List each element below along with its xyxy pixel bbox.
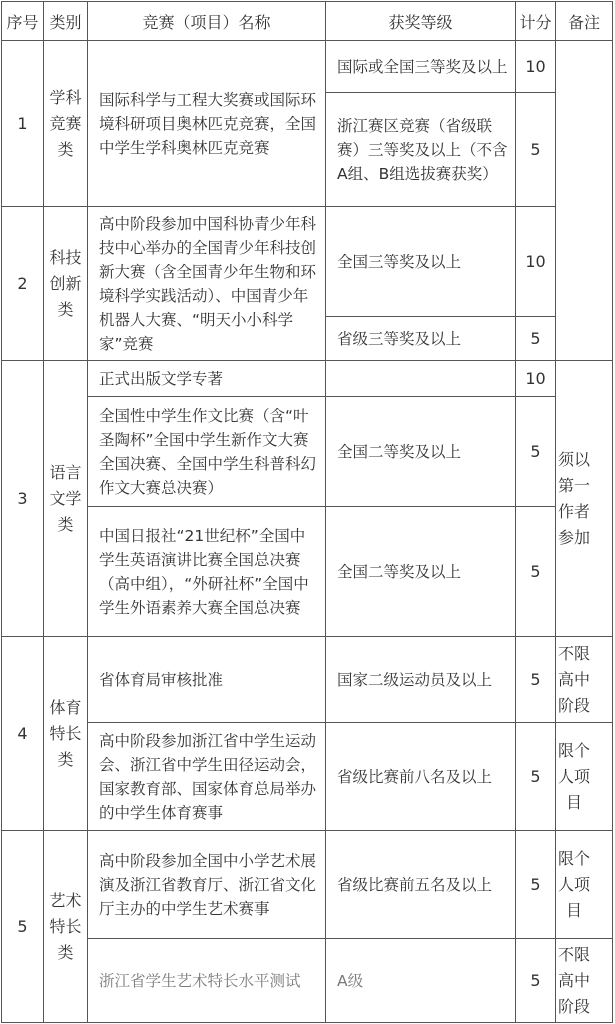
group-category: 学科竞赛类 [44,41,88,207]
score-cell: 5 [516,317,556,361]
score-cell: 5 [516,507,556,637]
award-cell: 国际或全国三等奖及以上 [326,41,516,93]
group-index: 4 [2,637,44,831]
note-cell: 限个人项目 [556,723,613,831]
score-cell: 5 [516,637,556,723]
header-competition: 竞赛（项目）名称 [88,2,326,41]
score-cell: 5 [516,831,556,939]
score-cell: 10 [516,41,556,93]
group-index: 2 [2,207,44,361]
competition-cell: 国际科学与工程大奖赛或国际环境科研项目奥林匹克竞赛，全国中学生学科奥林匹克竞赛 [88,41,326,207]
header-award: 获奖等级 [326,2,516,41]
competition-cell: 高中阶段参加浙江省中学生运动会、浙江省中学生田径运动会，国家教育部、国家体育总局举办的中学生体育赛事 [88,723,326,831]
score-cell: 10 [516,207,556,317]
award-cell: 全国三等奖及以上 [326,207,516,317]
table-row [2,723,613,831]
table-row [2,207,613,317]
header-index: 序号 [2,2,44,41]
table-row [2,939,613,1023]
group-category: 体育特长类 [44,637,88,831]
award-cell: 省级比赛前八名及以上 [326,723,516,831]
award-cell: 国家二级运动员及以上 [326,637,516,723]
note-cell: 须以第一作者参加 [556,361,613,637]
award-cell: 全国二等奖及以上 [326,397,516,507]
group-category: 科技创新类 [44,207,88,361]
note-cell: 不限高中阶段 [556,637,613,723]
table-row [2,361,613,397]
competition-cell: 中国日报社“21世纪杯”全国中学生英语演讲比赛全国总决赛（高中组），“外研社杯”全国中学生外语素养大赛全国总决赛 [88,507,326,637]
table-row [2,397,613,507]
scoring-table [1,1,613,1023]
competition-cell: 省体育局审核批准 [88,637,326,723]
group-index: 3 [2,361,44,637]
award-cell: A级 [326,939,516,1023]
table-row [2,507,613,637]
group-index: 5 [2,831,44,1023]
award-cell [326,361,516,397]
award-cell: 全国二等奖及以上 [326,507,516,637]
header-row [2,2,613,41]
competition-cell: 正式出版文学专著 [88,361,326,397]
note-cell: 不限高中阶段 [556,939,613,1023]
header-note: 备注 [556,2,613,41]
award-cell: 浙江赛区竞赛（省级联赛）三等奖及以上（不含A组、B组选拔赛获奖） [326,93,516,207]
competition-cell: 全国性中学生作文比赛（含“叶圣陶杯”全国中学生新作文大赛全国决赛、全国中学生科普科幻作文大赛总决赛） [88,397,326,507]
note-cell-empty [556,41,613,361]
group-index: 1 [2,41,44,207]
header-score: 计分 [516,2,556,41]
note-cell: 限个人项目 [556,831,613,939]
score-cell: 5 [516,723,556,831]
table-row [2,637,613,723]
competition-cell: 浙江省学生艺术特长水平测试 [88,939,326,1023]
table-row [2,831,613,939]
group-category: 语言文学类 [44,361,88,637]
competition-cell: 高中阶段参加中国科协青少年科技中心举办的全国青少年科技创新大赛（含全国青少年生物和环境科学实践活动）、中国青少年机器人大赛、“明天小小科学家”竞赛 [88,207,326,361]
score-cell: 5 [516,397,556,507]
score-cell: 10 [516,361,556,397]
header-category: 类别 [44,2,88,41]
score-cell: 5 [516,939,556,1023]
score-cell: 5 [516,93,556,207]
group-category: 艺术特长类 [44,831,88,1023]
award-cell: 省级比赛前五名及以上 [326,831,516,939]
award-cell: 省级三等奖及以上 [326,317,516,361]
table-row [2,41,613,93]
competition-cell: 高中阶段参加全国中小学艺术展演及浙江省教育厅、浙江省文化厅主办的中学生艺术赛事 [88,831,326,939]
